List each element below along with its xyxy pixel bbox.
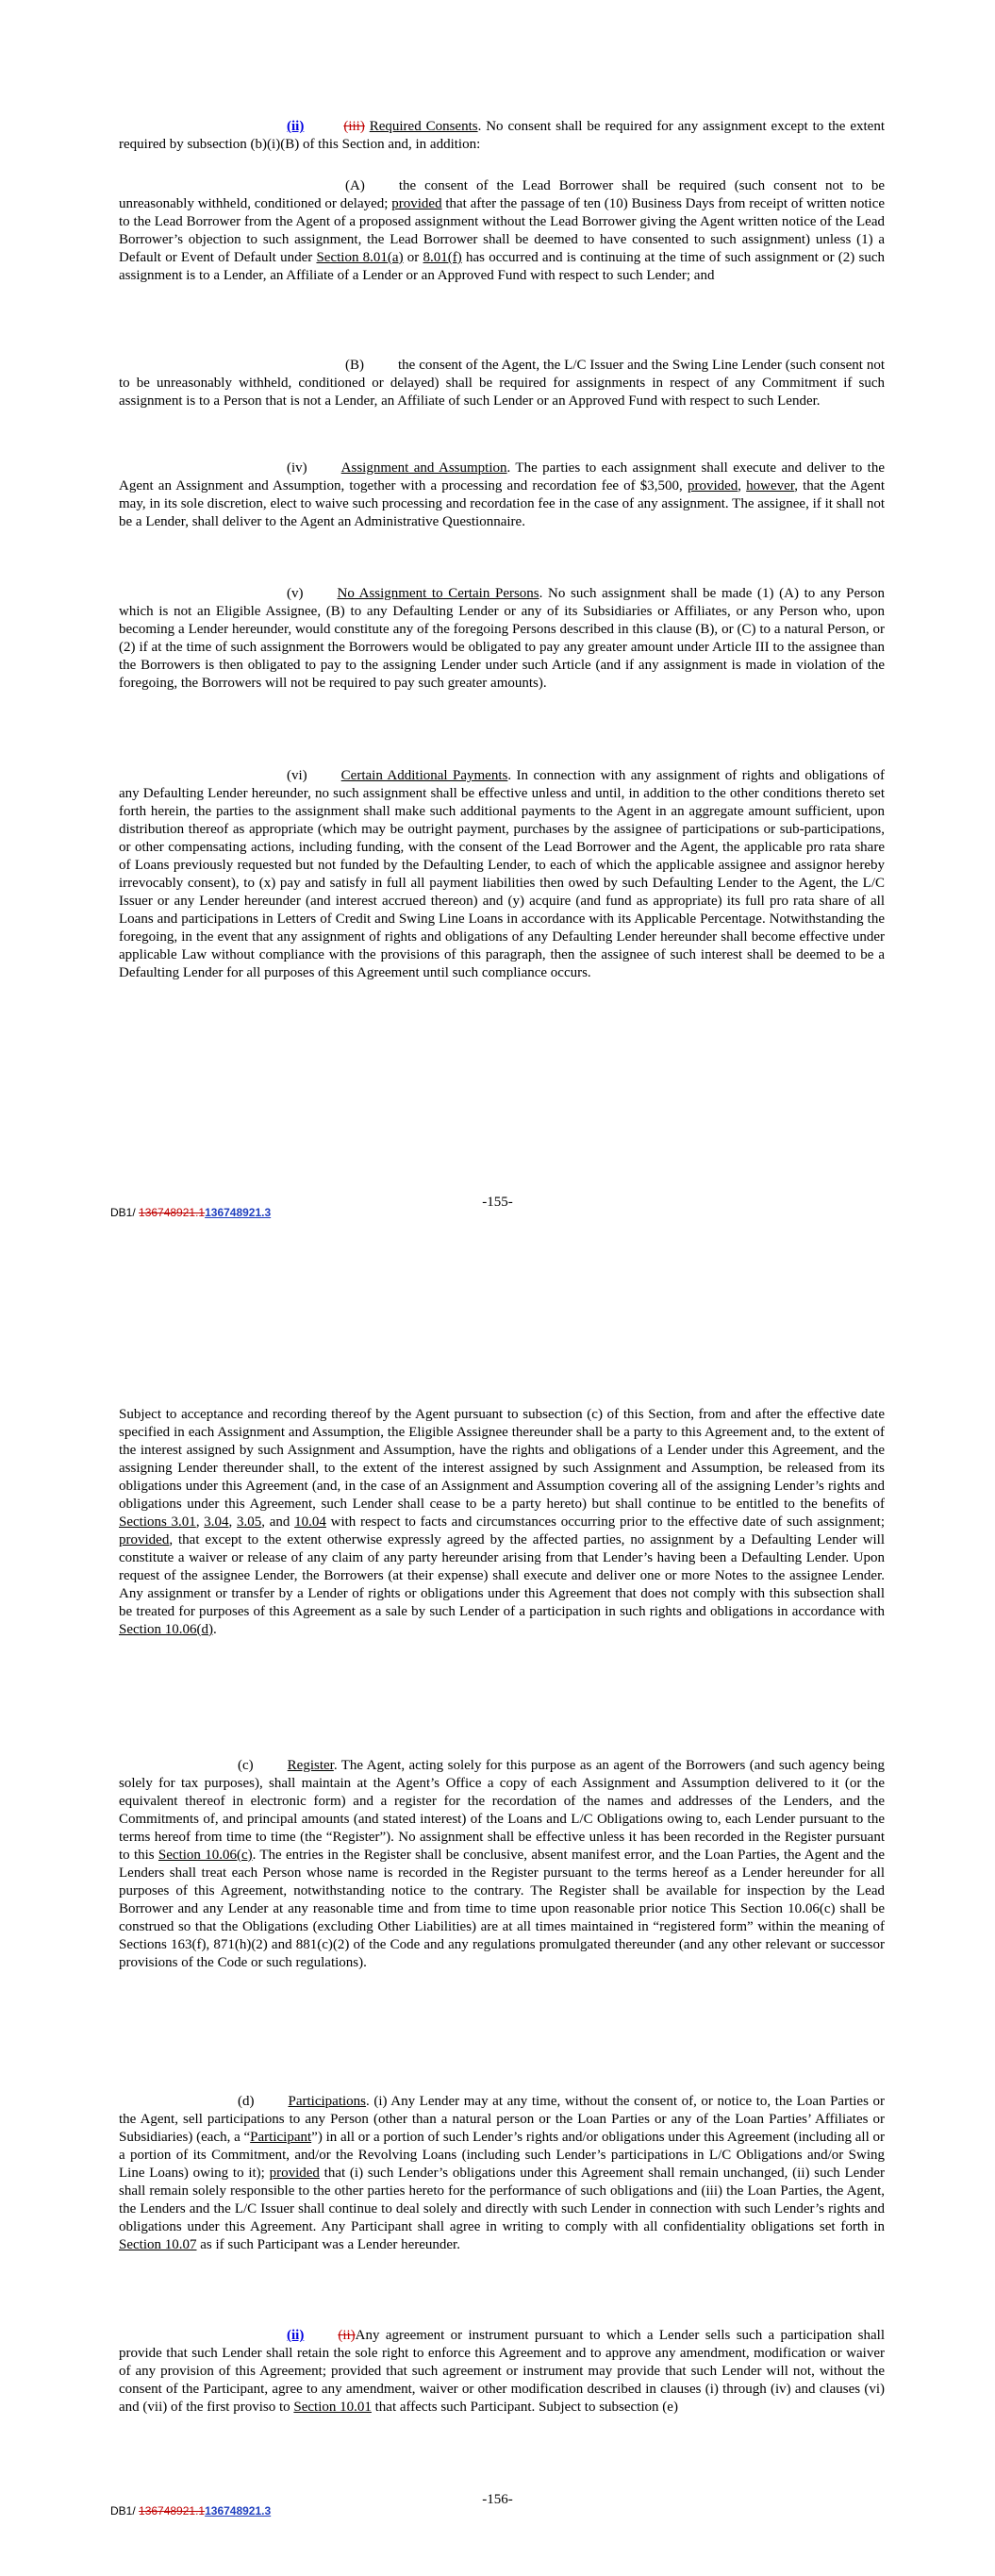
doc-prefix: DB1/	[110, 1206, 140, 1219]
paragraph-text: that affects such Participant. Subject to subsection (e)	[371, 2400, 678, 2415]
section-reference: Sections 3.01	[119, 1514, 196, 1530]
clause-label: (v)	[287, 586, 304, 601]
paragraph-text: with respect to facts and circumstances occurring prior to the effective date of such assignment;	[325, 1514, 886, 1530]
paragraph-d-participations	[119, 2093, 885, 2254]
paragraph-text: , and	[261, 1514, 295, 1530]
paragraph-text: the consent of the Lead Borrower shall be required (such consent not to be unreasonably withheld, conditioned or delayed;	[119, 178, 885, 211]
provided-term: provided	[687, 478, 738, 493]
section-reference: Section 10.07	[119, 2237, 197, 2252]
page-156	[0, 1274, 995, 2576]
heading-register: Register	[287, 1758, 334, 1773]
clause-label: (A)	[345, 178, 365, 193]
paragraph-text: Any agreement or instrument pursuant to which a Lender sells such a participation shall provide that such Lender shall retain the sole right to enforce this Agreement and to approve any amendment, modification or waiver of any provision of this Agreement; provided that such agreement or instrument may provide that such Lender will not, without the consent of the Participant, agree to any amendment, waiver or other modification described in clauses (i) through (iv) and clauses (vi) and (vii) of the first proviso to	[119, 2328, 885, 2415]
paragraph-text: .	[212, 1622, 217, 1637]
paragraph-text: ,	[738, 478, 747, 493]
page-number: -156-	[482, 2492, 513, 2507]
inserted-number: (ii)	[287, 119, 305, 134]
deleted-number: (iii)	[343, 119, 365, 134]
deleted-doc-id: 136748921.1	[139, 2504, 206, 2517]
paragraph-text: or	[403, 250, 423, 265]
provided-term: provided	[391, 196, 442, 211]
section-reference: 8.01(f)	[423, 250, 462, 265]
clause-label: (vi)	[287, 768, 307, 783]
clause-label: (B)	[345, 358, 364, 373]
paragraph-ii-required-consents	[119, 118, 885, 154]
clause-label: (d)	[238, 2094, 255, 2109]
section-reference: 10.04	[294, 1514, 326, 1530]
heading-required-consents: Required Consents	[369, 119, 478, 134]
however-term: however	[746, 478, 795, 493]
paragraph-vi-additional-payments	[119, 767, 885, 982]
deleted-doc-id: 136748921.1	[139, 1206, 206, 1219]
heading-certain-additional-payments: Certain Additional Payments	[340, 768, 508, 783]
paragraph-v-no-assignment	[119, 585, 885, 693]
paragraph-text: Subject to acceptance and recording thereof by the Agent pursuant to subsection (c) of this Section, from and after the effective date specified in each Assignment and Assumption, the Eligible Assignee thereunder shall be a party to this Agreement and, to the extent of the interest assigned by such Assignment and Assumption, have the rights and obligations of a Lender under this Agreement, and the assigning Lender thereunder shall, to the extent of the interest assigned by such Assignment and Assumption, be released from its obligations under this Agreement (and, in the case of an Assignment and Assumption covering all of the assigning Lender’s rights and obligations under this Agreement, such Lender shall cease to be a party hereto) but shall continue to be entitled to the benefits of	[119, 1407, 885, 1512]
paragraph-text: , that the Agent may, in its sole discretion, elect to waive such processing and recordation fee in the case of any assignment. The assignee, if it shall not be a Lender, shall deliver to the Agent an Administrative Questionnaire.	[119, 478, 886, 529]
paragraph-text: that after the passage of ten (10) Business Days from receipt of written notice to the Lead Borrower from the Agent of a proposed assignment without the Lead Borrower giving the Agent written notice of the Lead Borrower’s objection to such assignment, the Lead Borrower shall be deemed to have consented to such assignment) unless (1) a Default or Event of Default under	[119, 196, 886, 265]
provided-term: provided	[269, 2166, 320, 2181]
paragraph-text: ,	[195, 1514, 205, 1530]
heading-assignment-and-assumption: Assignment and Assumption	[340, 460, 507, 476]
page-155	[0, 0, 995, 1274]
paragraph-iv-assignment	[119, 460, 885, 531]
paragraph-text: as if such Participant was a Lender hereunder.	[196, 2237, 460, 2252]
section-reference: Section 10.06(d)	[119, 1622, 213, 1637]
paragraph-text: . (i) Any Lender may at any time, without the consent of, or notice to, the Loan Parties or the Agent, sell participations to any Person (other than a natural person or the Loan Parties or any of the Loan Parties’ Affiliates or Subsidiaries) (each, a “	[119, 2094, 885, 2145]
document-id	[110, 1204, 271, 1222]
paragraph-text: . The parties to each assignment shall execute and deliver to the Agent an Assignment and Assumption, together with a processing and recordation fee of $3,500,	[119, 460, 885, 493]
inserted-doc-id: 136748921.3	[205, 2504, 272, 2517]
paragraph-ii-participation-agreement	[119, 2327, 885, 2417]
paragraph-text: . In connection with any assignment of rights and obligations of any Defaulting Lender hereunder, no such assignment shall be effective unless and until, in addition to the other conditions thereto set forth herein, the parties to the assignment shall make such additional payments to the Agent in an aggregate amount sufficient, upon distribution thereof as appropriate (which may be outright payment, purchases by the assignee of participations or sub-participations, or other compensating actions, including funding, with the consent of the Lead Borrower and the Agent, the applicable pro rata share of Loans previously requested but not funded by the Defaulting Lender, to each of which the applicable assignee and assignor hereby irrevocably consent), to (x) pay and satisfy in full all payment liabilities then owed by such Defaulting Lender to the Agent, the L/C Issuer or any Lender hereunder (and interest accrued thereon) and (y) acquire (and fund as appropriate) its full pro rata share of all Loans and participations in Letters of Credit and Swing Line Loans in accordance with its Applicable Percentage. Notwithstanding the foregoing, in the event that any assignment of rights and obligations of any Defaulting Lender hereunder shall become effective under applicable Law without compliance with the provisions of this paragraph, then the assignee of such interest shall be deemed to be a Defaulting Lender for all purposes of this Agreement until such compliance occurs.	[119, 768, 885, 980]
section-reference: Section 10.06(c)	[158, 1848, 253, 1863]
heading-no-assignment: No Assignment to Certain Persons	[337, 586, 539, 601]
paragraph-text: . No consent shall be required for any assignment except to the extent required by subsection (b)(i)(B) of this Section and, in addition:	[119, 119, 885, 152]
doc-prefix: DB1/	[110, 2504, 140, 2517]
heading-participations: Participations	[288, 2094, 366, 2109]
inserted-doc-id: 136748921.3	[205, 1206, 272, 1219]
deleted-number: (ii)	[338, 2328, 356, 2343]
clause-label: (iv)	[287, 460, 307, 476]
paragraph-text: ”) in all or a portion of such Lender’s rights and/or obligations under this Agreement (including all or a portion of its Commitment, and/or the Revolving Loans (including such Lender’s participations in L/C Obligations and/or Swing Line Loans) owing to it);	[119, 2130, 886, 2181]
paragraph-text: the consent of the Agent, the L/C Issuer and the Swing Line Lender (such consent not to be unreasonably withheld, conditioned or delayed) shall be required for assignments in respect of any Commitment if such assignment is to a Person that is not a Lender, an Affiliate of such Lender or an Approved Fund with respect to such Lender.	[119, 358, 885, 409]
section-reference: 3.05	[237, 1514, 262, 1530]
paragraph-text: , that except to the extent otherwise expressly agreed by the affected parties, no assignment by a Defaulting Lender will constitute a waiver or release of any claim of any party hereunder arising from that Lender’s having been a Defaulting Lender. Upon request of the assignee Lender, the Borrowers (at their expense) shall execute and deliver one or more Notes to the assignee Lender. Any assignment or transfer by a Lender of rights or obligations under this Agreement that does not comply with this subsection shall be treated for purposes of this Agreement as a sale by such Lender of a participation in such rights and obligations in accordance with	[119, 1532, 885, 1619]
section-reference: Section 8.01(a)	[316, 250, 404, 265]
paragraph-A	[119, 177, 885, 285]
inserted-number: (ii)	[287, 2328, 305, 2343]
paragraph-text: . The entries in the Register shall be conclusive, absent manifest error, and the Loan Parties, the Agent and the Lenders shall treat each Person whose name is recorded in the Register pursuant to the terms hereof as a Lender hereunder for all purposes of this Agreement, notwithstanding notice to the contrary. The Register shall be available for inspection by the Lead Borrower and any Lender at any reasonable time and from time to time upon reasonable prior notice This Section 10.06(c) shall be construed so that the Obligations (excluding Other Liabilities) are at all times maintained in “registered form” within the meaning of Sections 163(f), 871(h)(2) and 881(c)(2) of the Code and any regulations promulgated thereunder (and any other relevant or successor provisions of the Code or such regulations).	[119, 1848, 886, 1970]
paragraph-text: . The Agent, acting solely for this purpose as an agent of the Borrowers (and such agency being solely for tax purposes), shall maintain at the Agent’s Office a copy of each Assignment and Assumption delivered to it (or the equivalent thereof in electronic form) and a register for the recordation of the names and addresses of the Lenders, and the Commitments of, and principal amounts (and stated interest) of the Loans and L/C Obligations owing to, each Lender pursuant to the terms hereof from time to time (the “Register”). No assignment shall be effective unless it has been recorded in the Register pursuant to this	[119, 1758, 885, 1863]
section-reference: 3.04	[204, 1514, 229, 1530]
paragraph-c-register	[119, 1757, 885, 1972]
paragraph-text: has occurred and is continuing at the time of such assignment or (2) such assignment is to a Lender, an Affiliate of a Lender or an Approved Fund with respect to such Lender; and	[119, 250, 886, 283]
clause-label: (c)	[238, 1758, 254, 1773]
paragraph-B	[119, 357, 885, 410]
provided-term: provided	[119, 1532, 170, 1547]
section-reference: Section 10.01	[293, 2400, 372, 2415]
paragraph-text: that (i) such Lender’s obligations under this Agreement shall remain unchanged, (ii) such Lender shall remain solely responsible to the other parties hereto for the performance of such obligations and (iii) the Loan Parties, the Agent, the Lenders and the L/C Issuer shall continue to deal solely and directly with such Lender in connection with such Lender’s rights and obligations under this Agreement. Any Participant shall agree in writing to comply with all confidentiality obligations set forth in	[119, 2166, 885, 2234]
paragraph-text: ,	[228, 1514, 238, 1530]
paragraph-continuation	[119, 1406, 885, 1639]
paragraph-text: . No such assignment shall be made (1) (A) to any Person which is not an Eligible Assignee, (B) to any Defaulting Lender or any of its Subsidiaries or Affiliates, or any Person who, upon becoming a Lender hereunder, would constitute any of the foregoing Persons described in this clause (B), or (C) to a natural Person, or (2) if at the time of such assignment the Borrowers would be obligated to pay any greater amount under Article III to the assignee than the Borrowers is then obligated to pay to the assigning Lender under such Article (and if any assignment is made in violation of the foregoing, the Borrowers will not be required to pay such greater amounts).	[119, 586, 885, 691]
participant-term: Participant	[250, 2130, 312, 2145]
document-id	[110, 2502, 271, 2520]
page-number: -155-	[482, 1195, 513, 1210]
